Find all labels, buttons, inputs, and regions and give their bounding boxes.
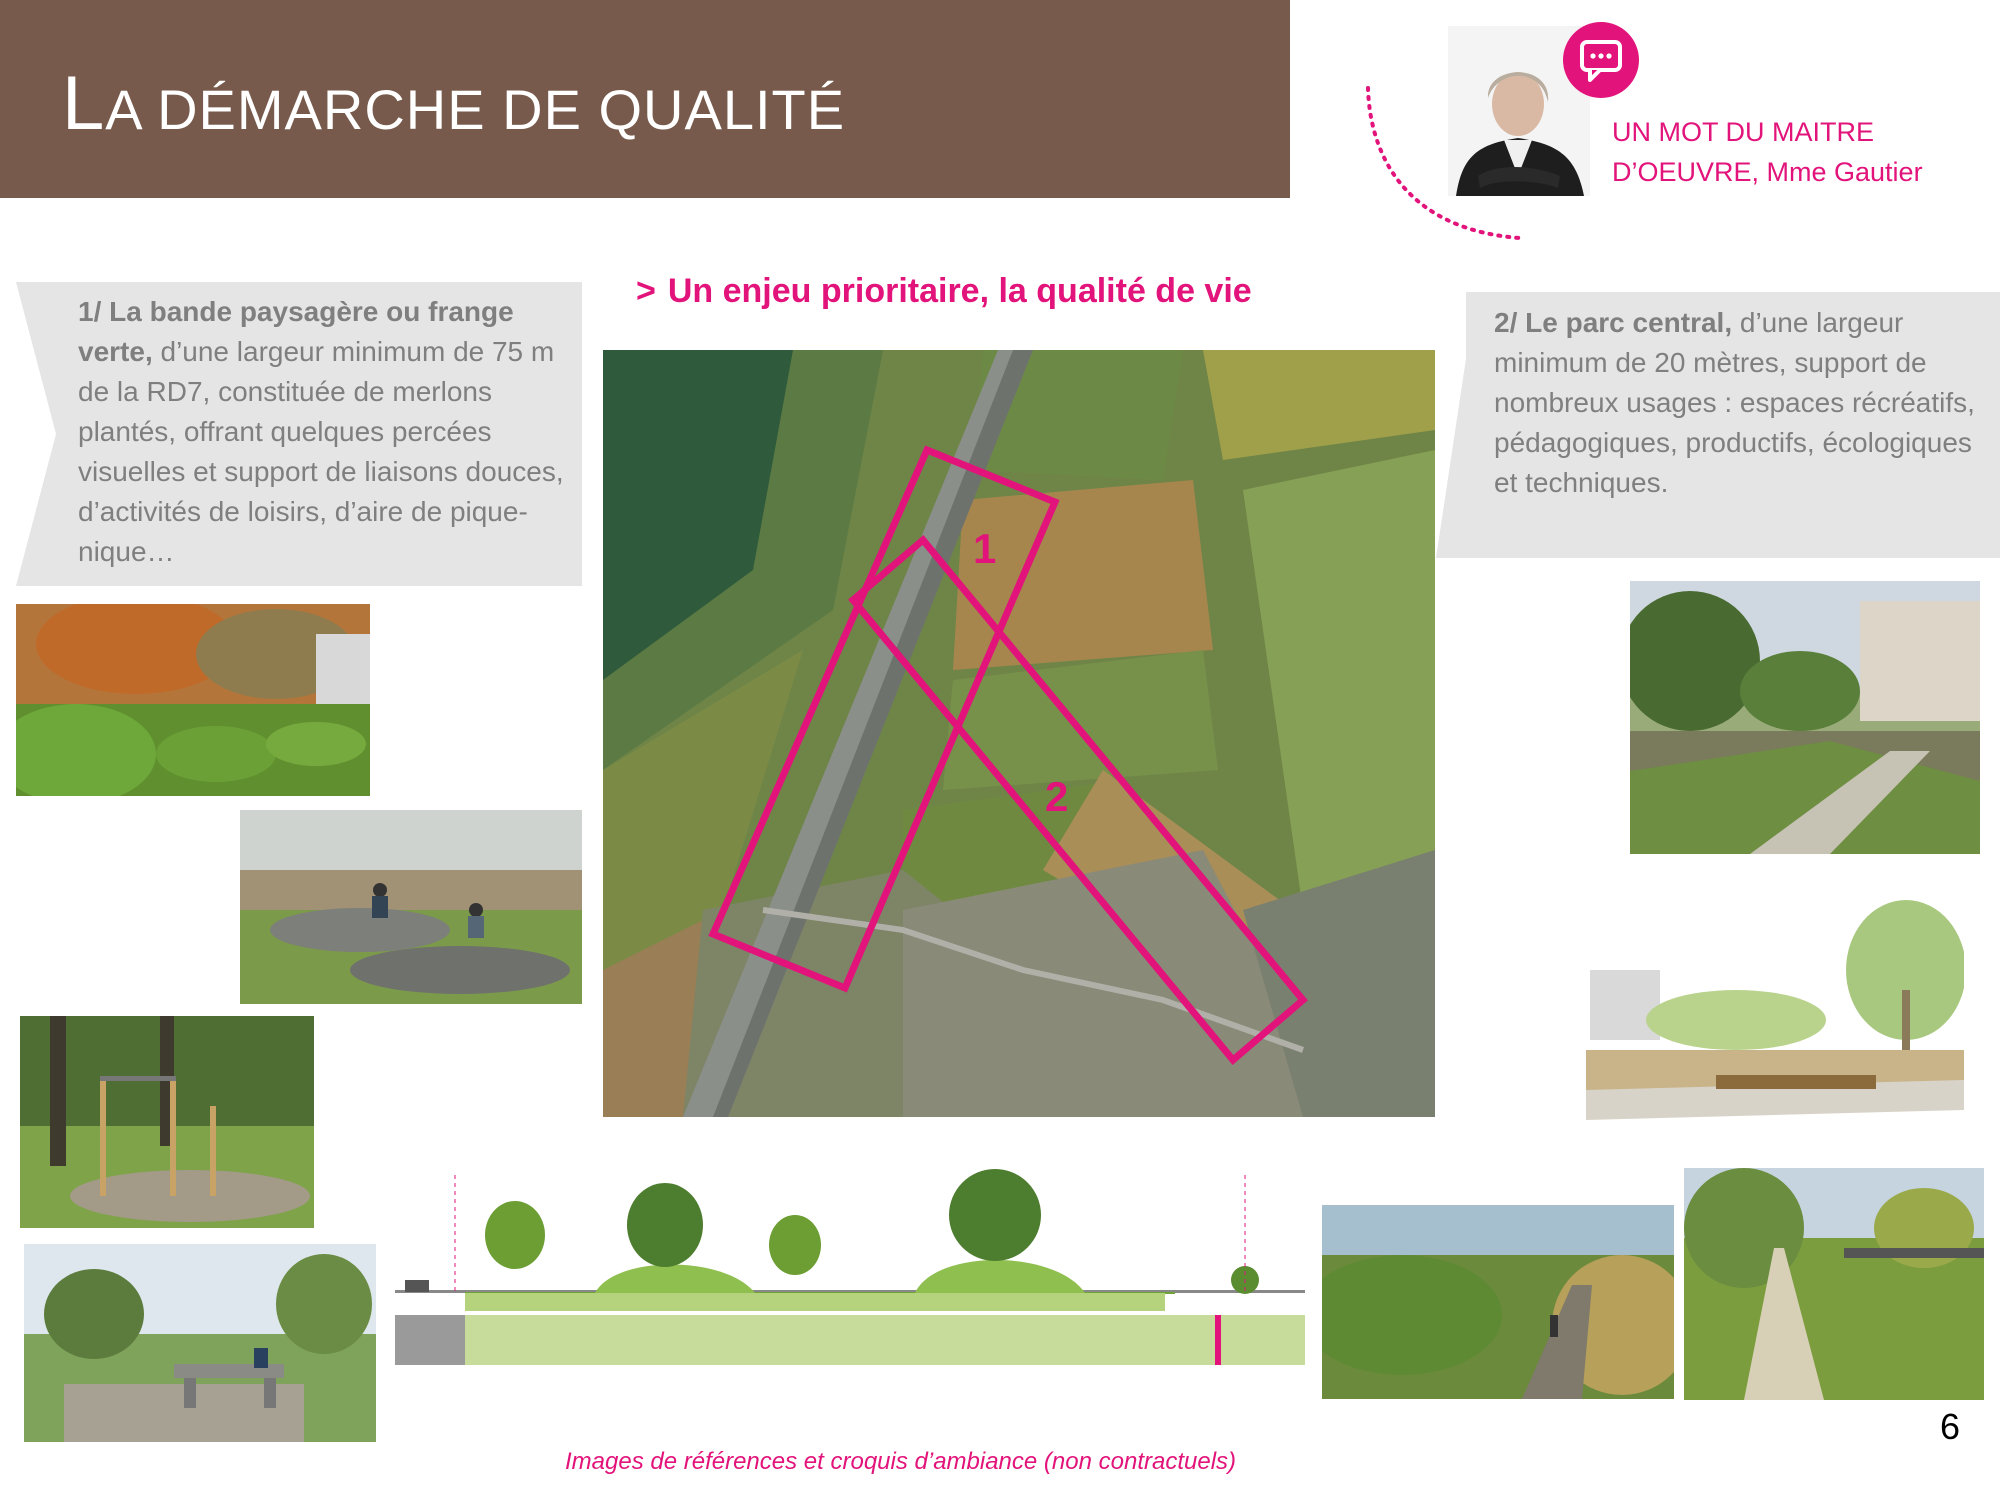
reference-photo-garden (1630, 581, 1980, 854)
reference-photo-picnic (24, 1244, 376, 1442)
reference-sketch-park (1586, 880, 1964, 1138)
page-title: LA DÉMARCHE DE QUALITÉ (62, 61, 846, 146)
zone-1-label: 1 (973, 525, 997, 572)
speaker-label: UN MOT DU MAITRE D’OEUVRE, Mme Gautier (1612, 117, 1923, 187)
section-heading: > Un enjeu prioritaire, la qualité de vie (636, 272, 1252, 310)
reference-photo-fitness (20, 1016, 314, 1228)
right-description-text: 2/ Le parc central, d’une largeur minimum de 20 mètres, support de nombreux usages : espaces récréatifs, pédagogiques, productifs, écologiques et techniques. (1494, 307, 1975, 498)
cross-section-drawing (395, 1165, 1305, 1391)
reference-photo-path (1684, 1168, 1984, 1400)
chevron-right-icon: > (636, 272, 656, 310)
reference-photo-mounds (16, 604, 370, 796)
chat-bubble-icon (1563, 22, 1639, 98)
left-description-text: 1/ La bande paysagère ou frange verte, d’une largeur minimum de 75 m de la RD7, constituée de merlons plantés, offrant quelques percées visuelles et support de liaisons douces, d’activités de loisirs, d’aire de pique-nique… (78, 296, 564, 567)
reference-photo-boardwalk (1322, 1205, 1674, 1399)
page-number: 6 (1940, 1406, 1961, 1447)
aerial-map (603, 350, 1435, 1117)
image-caption: Images de références et croquis d’ambiance (non contractuels) (565, 1448, 1237, 1475)
zone-2-label: 2 (1045, 773, 1069, 820)
reference-photo-pumptrack (240, 810, 582, 1004)
title-bar (0, 0, 1290, 198)
